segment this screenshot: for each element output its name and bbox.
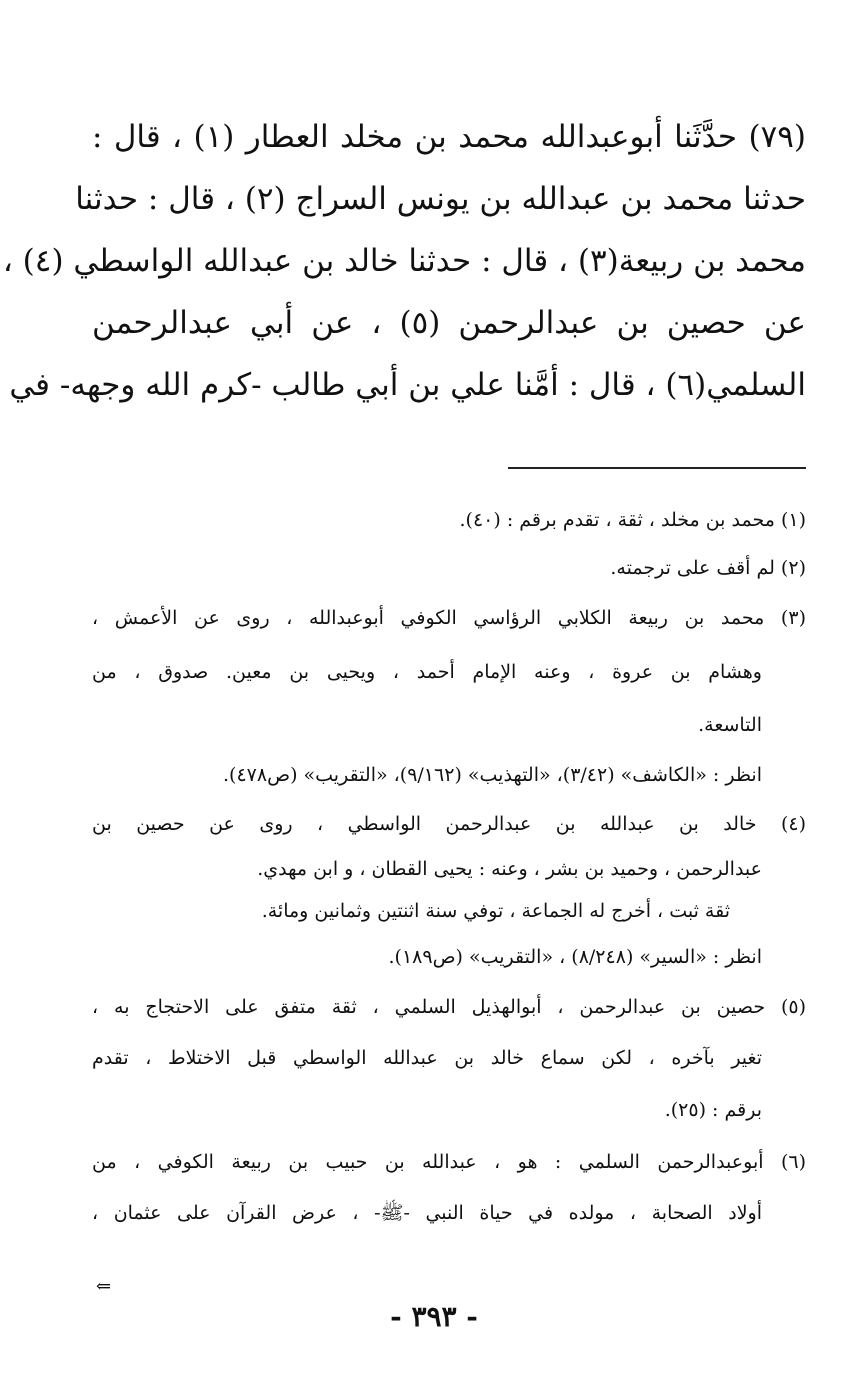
footnote-line: ثقة ثبت ، أخرج له الجماعة ، توفي سنة اثنتين وثمانين ومائة. [261,900,730,922]
footnote-line: وهشام بن عروة ، وعنه الإمام أحمد ، ويحيى بن معين. صدوق ، من [92,661,762,683]
footnote-line: (٥) حصين بن عبدالرحمن ، أبوالهذيل السلمي ، ثقة متفق على الاحتجاج به ، [92,996,806,1018]
main-text-line: عن حصين بن عبدالرحمن (٥) ، عن أبي عبدالرحمن [92,305,806,341]
footnote-line: تغير بآخره ، لكن سماع خالد بن عبدالله الواسطي قبل الاختلاط ، تقدم [92,1047,762,1069]
continuation-arrow-icon: ⇐ [96,1276,112,1297]
main-text-line: السلمي(٦) ، قال : أمَّنا علي بن أبي طالب -كرم الله وجهه- في [9,367,806,403]
footnote-line: (٢) لم أقف على ترجمته. [610,557,806,579]
footnote-line: انظر : «السير» (٨/٢٤٨) ، «التقريب» (ص١٨٩). [388,946,762,968]
footnote-line: التاسعة. [698,714,762,736]
footnote-line: (١) محمد بن مخلد ، ثقة ، تقدم برقم : (٤٠). [459,509,806,531]
main-text-line: (٧٩) حدَّثَنا أبوعبدالله محمد بن مخلد العطار (١) ، قال : [92,119,806,155]
footnote-line: أولاد الصحابة ، مولده في حياة النبي -ﷺ- ، عرض القرآن على عثمان ، [92,1202,762,1224]
footnote-line: (٤) خالد بن عبدالله بن عبدالرحمن الواسطي ، روى عن حصين بن [92,813,806,835]
footnote-line: (٦) أبوعبدالرحمن السلمي : هو ، عبدالله بن حبيب بن ربيعة الكوفي ، من [92,1151,806,1173]
footnote-line: (٣) محمد بن ربيعة الكلابي الرؤاسي الكوفي أبوعبدالله ، روى عن الأعمش ، [92,607,806,629]
main-text-line: محمد بن ربيعة(٣) ، قال : حدثنا خالد بن عبدالله الواسطي (٤) ، [2,243,806,279]
main-text-block [2,106,806,416]
page-number: - ٣٩٣ - [390,1300,478,1333]
footnote-line: برقم : (٢٥). [664,1099,762,1121]
footnote-line: انظر : «الكاشف» (٣/٤٢)، «التهذيب» (٩/١٦٢)، «التقريب» (ص٤٧٨). [223,764,762,786]
footnote-separator [508,467,806,469]
footnote-line: عبدالرحمن ، وحميد بن بشر ، وعنه : يحيى القطان ، و ابن مهدي. [257,858,762,880]
footnotes-block [92,496,806,1238]
main-text-line: حدثنا محمد بن عبدالله بن يونس السراج (٢) ، قال : حدثنا [75,181,806,217]
